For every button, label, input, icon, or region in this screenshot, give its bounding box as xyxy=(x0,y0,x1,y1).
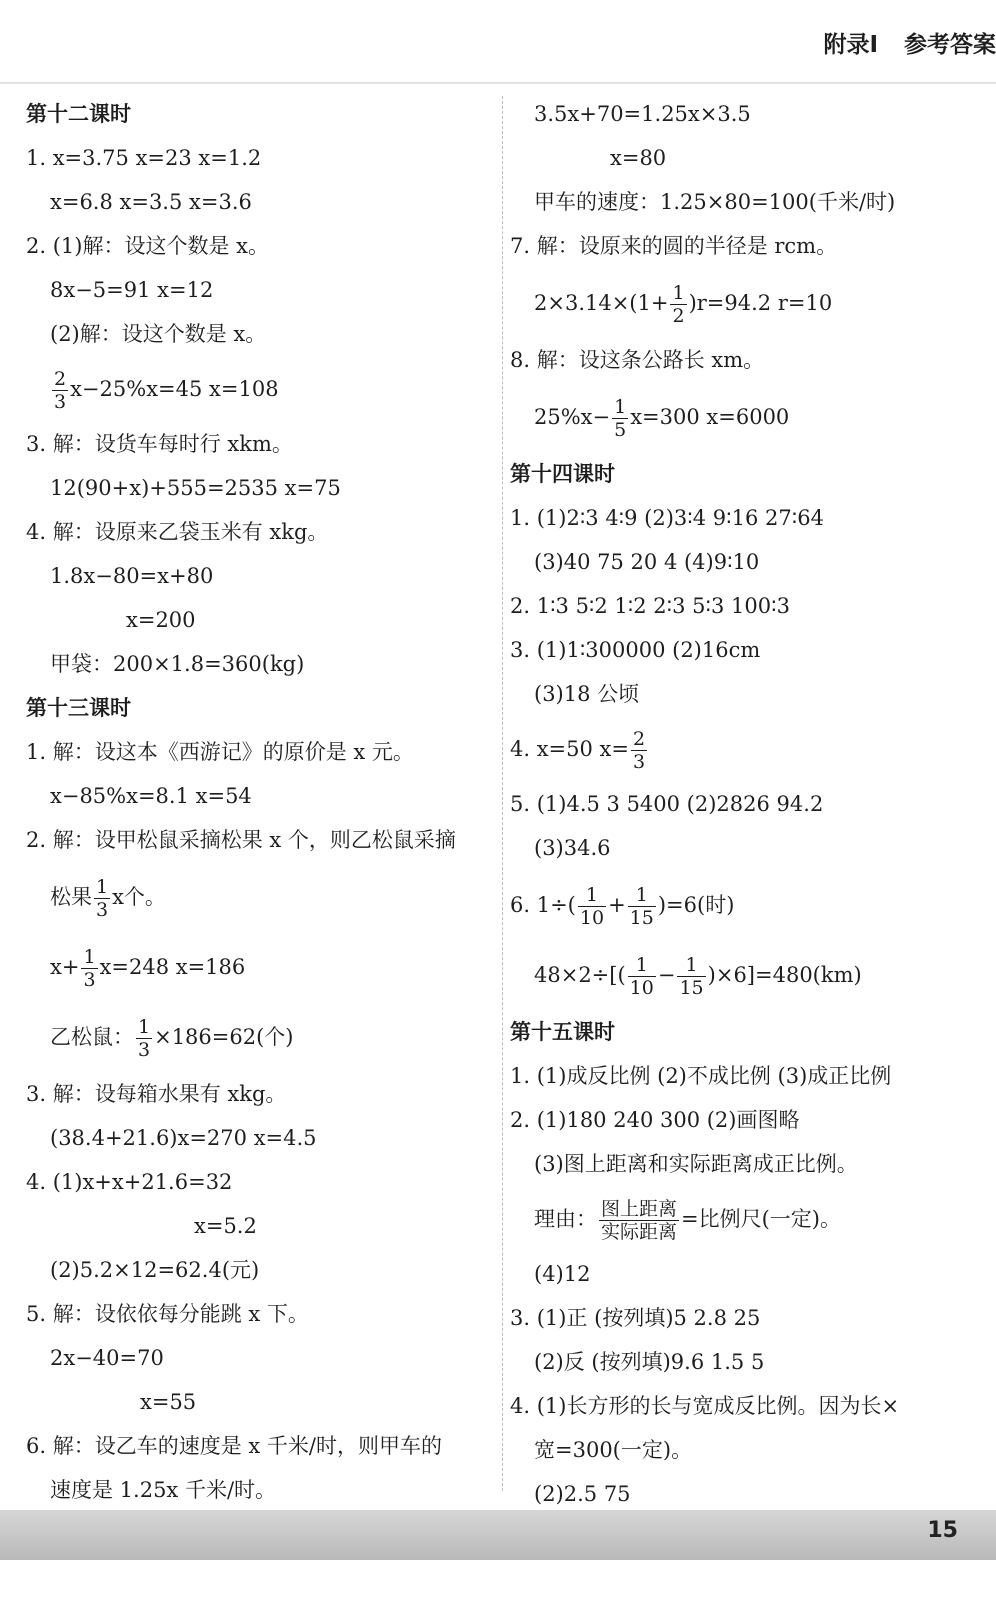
answer-line: 1. (1)2∶3 4∶9 (2)3∶4 9∶16 27∶64 xyxy=(510,506,824,530)
fraction: $\frac{1}{2}$ xyxy=(672,282,685,327)
page-header xyxy=(0,0,996,84)
answer-line: x=5.2 xyxy=(194,1214,257,1238)
answer-line: 宽=300(一定)。 xyxy=(534,1438,693,1462)
right-column xyxy=(510,92,990,1516)
answer-line: 3. (1)1∶300000 (2)16cm xyxy=(510,638,761,662)
fraction: $\frac{1}{3}$ xyxy=(138,1016,151,1061)
lesson12-heading: 第十二课时 xyxy=(26,102,131,126)
answer-line: 1. x=3.75 x=23 x=1.2 xyxy=(26,146,262,170)
answer-line: $\frac{2}{3}$ x−25%x=45 x=108 xyxy=(54,368,279,413)
answer-line: x=55 xyxy=(140,1390,197,1414)
answer-line: 2. (1)解：设这个数是 x。 xyxy=(26,234,269,258)
answer-line: 25%x− $\frac{1}{5}$ x=300 x=6000 xyxy=(534,396,790,441)
answer-line: 3.5x+70=1.25x×3.5 xyxy=(534,102,751,126)
fraction: $\frac{1}{5}$ xyxy=(614,396,627,441)
answer-line: 8x−5=91 x=12 xyxy=(50,278,214,302)
appendix-label: 附录Ⅰ xyxy=(823,32,878,58)
answer-line: 3. (1)正 (按列填)5 2.8 25 xyxy=(510,1306,761,1330)
fraction: $\frac{1}{3}$ xyxy=(96,876,109,921)
fraction: $\frac{2}{3}$ xyxy=(54,368,67,413)
answer-line: (2)2.5 75 xyxy=(534,1482,631,1506)
lesson13-heading: 第十三课时 xyxy=(26,696,131,720)
answer-line: 8. 解：设这条公路长 xm。 xyxy=(510,348,765,372)
answer-line: x=200 xyxy=(126,608,196,632)
left-column xyxy=(26,92,491,1512)
answer-line: 12(90+x)+555=2535 x=75 xyxy=(50,476,341,500)
fraction: $\frac{1}{15}$ xyxy=(679,954,704,999)
answer-line: (2)5.2×12=62.4(元) xyxy=(50,1258,260,1282)
answer-line: x+ $\frac{1}{3}$ x=248 x=186 xyxy=(50,946,246,991)
answer-line: 5. 解：设依依每分能跳 x 下。 xyxy=(26,1302,309,1326)
lesson14-heading: 第十四课时 xyxy=(510,462,615,486)
fraction: $\frac{1}{10}$ xyxy=(629,954,654,999)
answer-line: 2. 解：设甲松鼠采摘松果 x 个，则乙松鼠采摘 xyxy=(26,828,456,852)
answer-line: 4. x=50 x= $\frac{2}{3}$ xyxy=(510,728,646,773)
answer-line: (3)34.6 xyxy=(534,836,611,860)
answer-line: 1.8x−80=x+80 xyxy=(50,564,214,588)
answer-line: 甲袋：200×1.8=360(kg) xyxy=(50,652,305,676)
fraction: $\frac{1}{15}$ xyxy=(629,884,654,929)
answer-line: 松果 $\frac{1}{3}$ x个。 xyxy=(50,876,166,921)
answer-line: 2. 1∶3 5∶2 1∶2 2∶3 5∶3 100∶3 xyxy=(510,594,790,618)
answer-line: 4. (1)x+x+21.6=32 xyxy=(26,1170,233,1194)
answer-line: 理由： $\frac{\text{图上距离}}{\text{实际距离}}$ =比例尺(一定)。 xyxy=(534,1198,841,1243)
answer-line: (2)反 (按列填)9.6 1.5 5 xyxy=(534,1350,765,1374)
fraction: $\frac{2}{3}$ xyxy=(633,728,646,773)
answer-line: 乙松鼠： $\frac{1}{3}$ ×186=62(个) xyxy=(50,1016,294,1061)
answer-line: (3)图上距离和实际距离成正比例。 xyxy=(534,1152,858,1176)
column-divider xyxy=(502,96,503,1491)
answer-line: x−85%x=8.1 x=54 xyxy=(50,784,252,808)
answer-line: 甲车的速度：1.25×80=100(千米/时) xyxy=(534,190,896,214)
answer-line: 1. 解：设这本《西游记》的原价是 x 元。 xyxy=(26,740,414,764)
answer-line: 5. (1)4.5 3 5400 (2)2826 94.2 xyxy=(510,792,824,816)
answer-line: (4)12 xyxy=(534,1262,591,1286)
answer-line: 6. 解：设乙车的速度是 x 千米/时，则甲车的 xyxy=(26,1434,442,1458)
answer-line: 2. (1)180 240 300 (2)画图略 xyxy=(510,1108,800,1132)
answer-line: 3. 解：设货车每时行 xkm。 xyxy=(26,432,293,456)
header-title xyxy=(823,26,996,59)
answers-label: 参考答案 xyxy=(904,32,996,58)
answer-line: 2×3.14×(1+ $\frac{1}{2}$ )r=94.2 r=10 xyxy=(534,282,833,327)
answer-line: 48×2÷[( $\frac{1}{10}$ − $\frac{1}{15}$ )×6]=480(km) xyxy=(534,954,862,999)
answer-line: 6. 1÷( $\frac{1}{10}$ + $\frac{1}{15}$ )=6(时) xyxy=(510,884,735,929)
lesson15-heading: 第十五课时 xyxy=(510,1020,615,1044)
answer-line: 3. 解：设每箱水果有 xkg。 xyxy=(26,1082,287,1106)
answer-line: 1. (1)成反比例 (2)不成比例 (3)成正比例 xyxy=(510,1064,892,1088)
answer-line: 4. 解：设原来乙袋玉米有 xkg。 xyxy=(26,520,329,544)
answer-line: (3)18 公顷 xyxy=(534,682,640,706)
answer-line: 4. (1)长方形的长与宽成反比例。因为长× xyxy=(510,1394,900,1418)
fraction: $\frac{1}{3}$ xyxy=(83,946,96,991)
answer-line: (3)40 75 20 4 (4)9∶10 xyxy=(534,550,760,574)
answer-line: 2x−40=70 xyxy=(50,1346,164,1370)
answer-line: (38.4+21.6)x=270 x=4.5 xyxy=(50,1126,317,1150)
page-number: 15 xyxy=(927,1518,958,1543)
answer-line: x=80 xyxy=(610,146,667,170)
page-footer-band xyxy=(0,1510,996,1560)
fraction: $\frac{\text{图上距离}}{\text{实际距离}}$ xyxy=(601,1198,678,1243)
answer-line: 速度是 1.25x 千米/时。 xyxy=(50,1478,277,1502)
answer-line: 7. 解：设原来的圆的半径是 rcm。 xyxy=(510,234,838,258)
answer-line: x=6.8 x=3.5 x=3.6 xyxy=(50,190,252,214)
answer-line: (2)解：设这个数是 x。 xyxy=(50,322,267,346)
fraction: $\frac{1}{10}$ xyxy=(579,884,605,929)
